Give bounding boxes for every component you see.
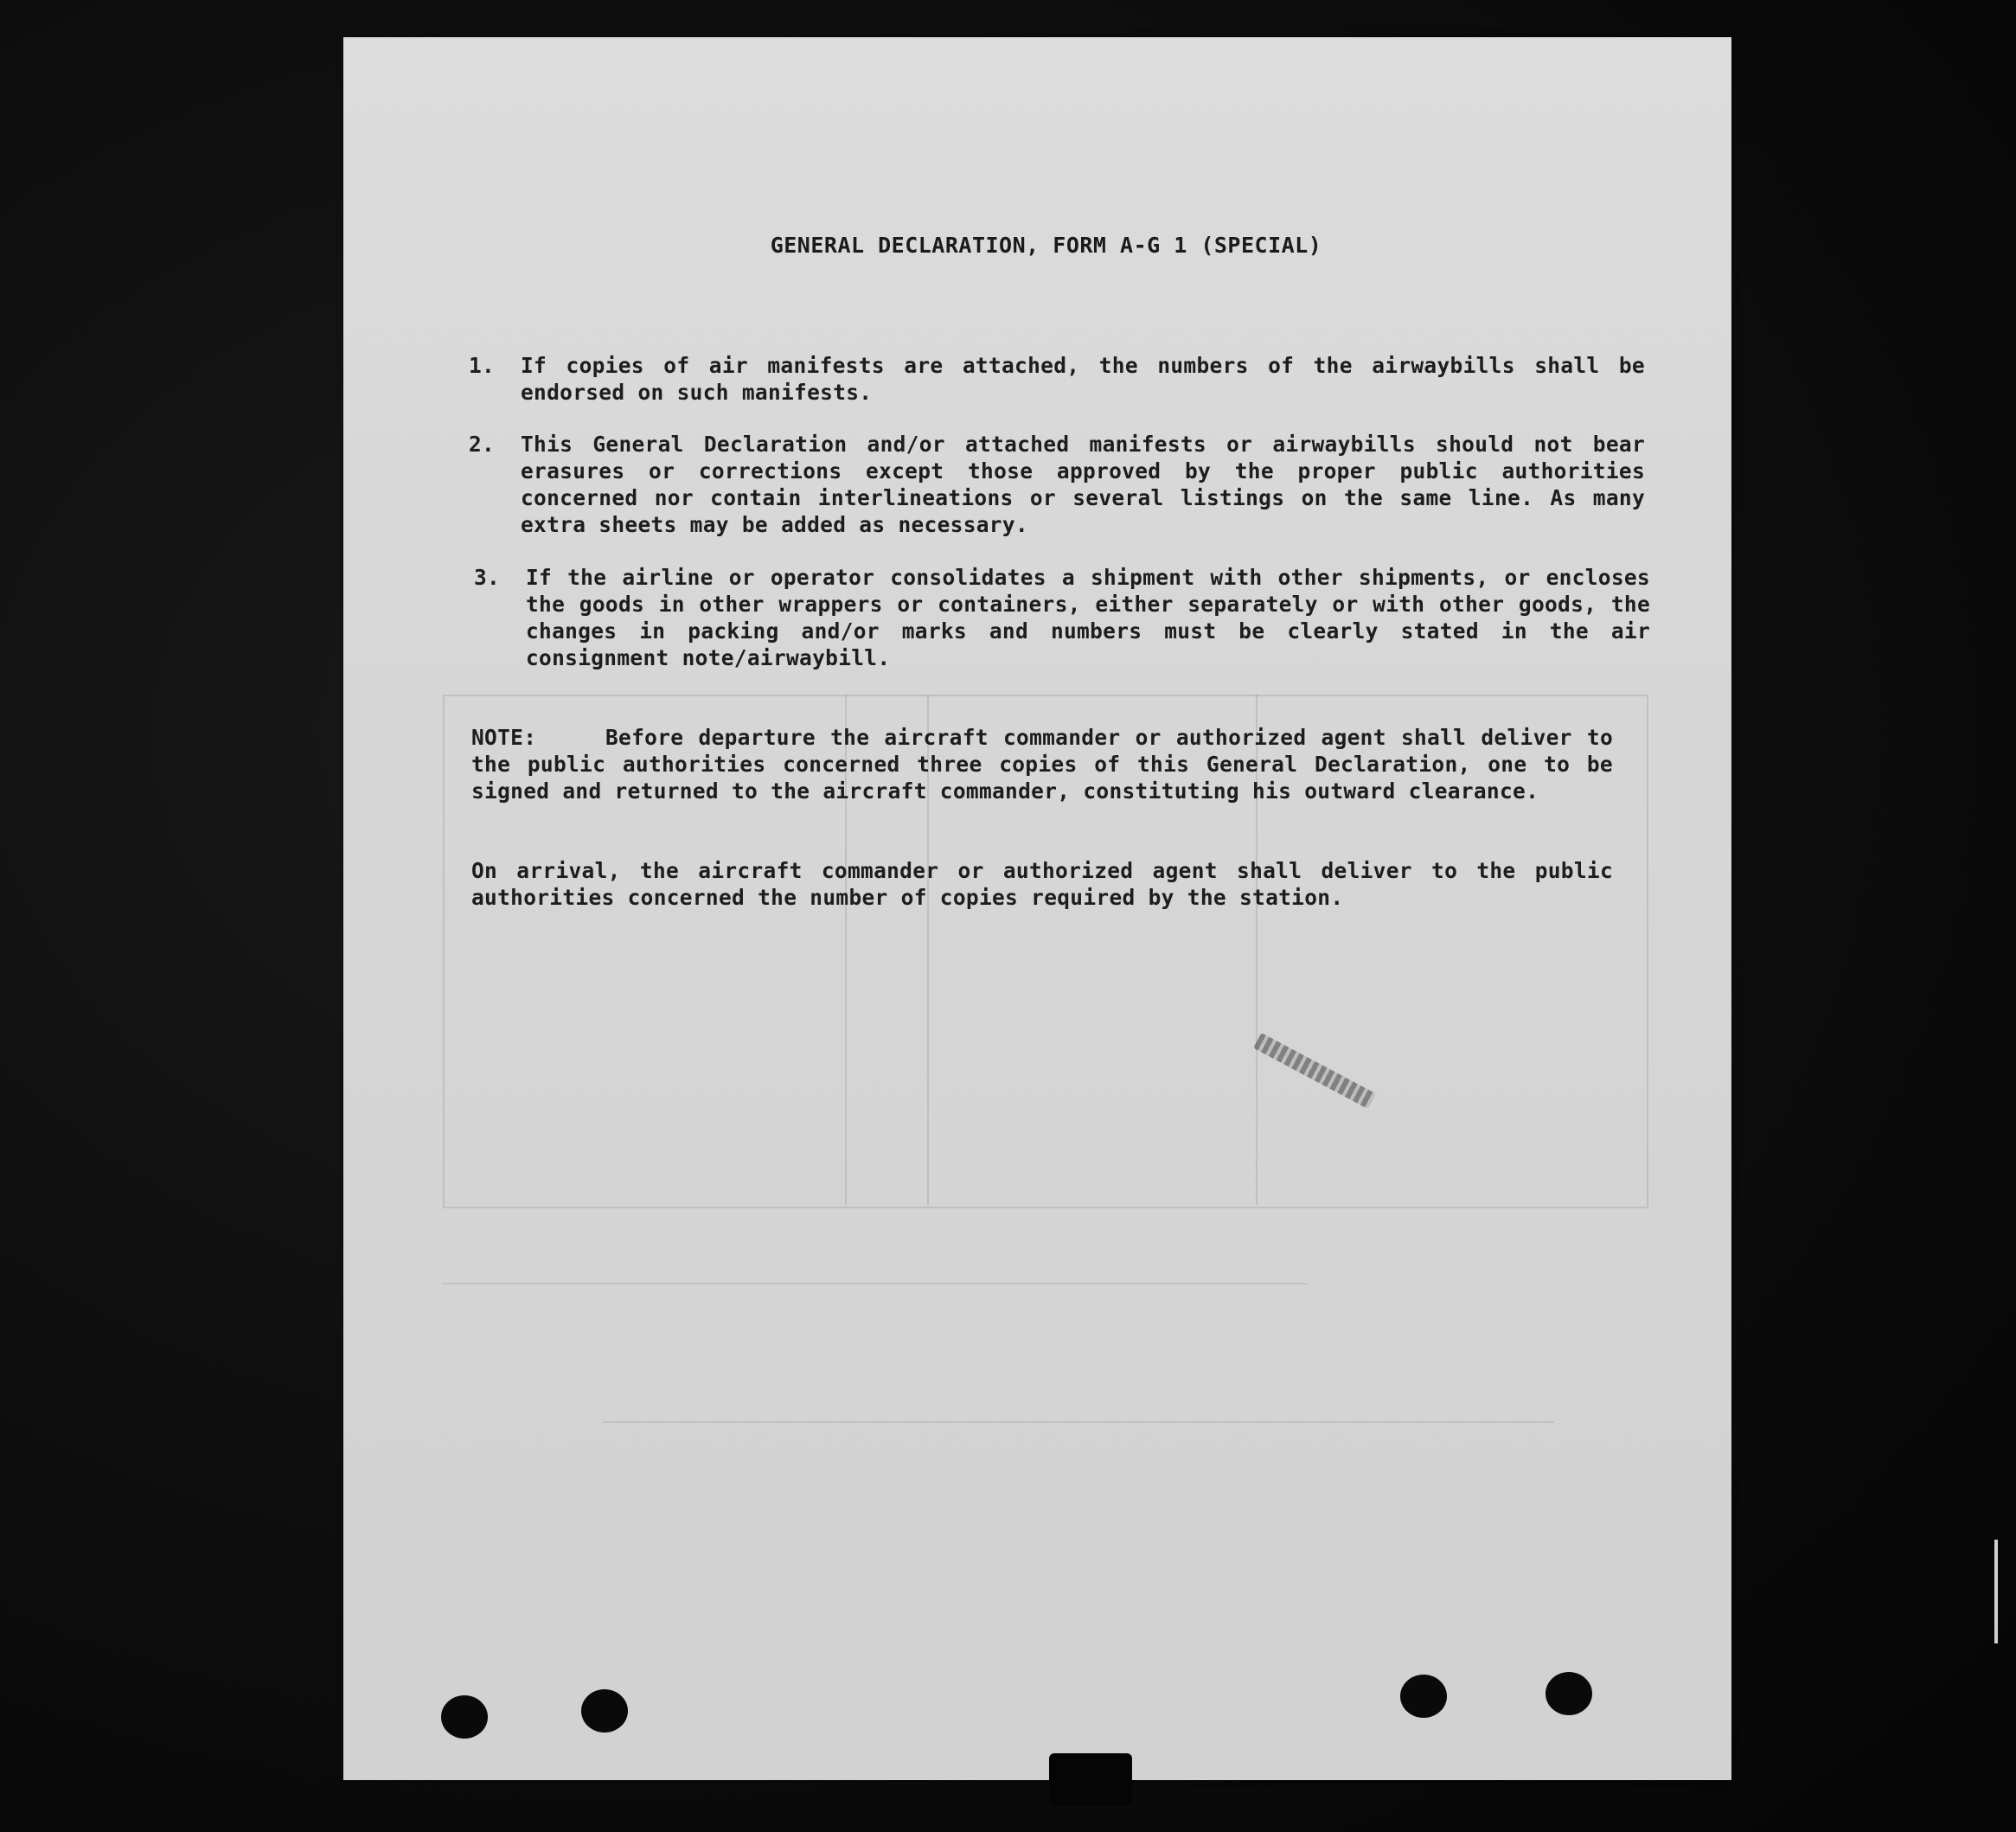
punch-hole	[581, 1689, 628, 1733]
note-paragraph	[471, 724, 1613, 804]
item-number: 1.	[469, 353, 496, 378]
note-text: Before departure the aircraft commander or authorized agent shall deliver to the public authorities concerned three copies of this General Declaration, one to be signed and returned to the aircraft commander, constituting his outward clearance.	[471, 725, 1613, 804]
list-item	[474, 564, 1702, 671]
document-page	[343, 37, 1731, 1780]
item-number: 3.	[474, 565, 501, 590]
item-text: If copies of air manifests are attached, the numbers of the airwaybills shall be endorsed on such manifests.	[521, 353, 1645, 405]
arrival-paragraph: On arrival, the aircraft commander or authorized agent shall deliver to the public authorities concerned the number of copies required by the station.	[471, 858, 1613, 910]
item-text: If the airline or operator consolidates a shipment with other shipments, or encloses the goods in other wrappers or containers, either separately or with other goods, the changes in packing and/or marks and numbers must be clearly stated in the air consignment note/airwaybill.	[526, 565, 1650, 670]
scanner-clip	[1049, 1753, 1132, 1805]
list-item	[469, 352, 1697, 406]
page-title: GENERAL DECLARATION, FORM A-G 1 (SPECIAL)	[770, 233, 1322, 258]
note-label: NOTE:	[471, 725, 537, 750]
bleed-through-line	[603, 1421, 1554, 1423]
punch-hole	[1400, 1675, 1447, 1718]
item-number: 2.	[469, 432, 496, 457]
punch-hole	[441, 1695, 488, 1739]
item-text: This General Declaration and/or attached manifests or airwaybills should not bear erasures or corrections except those approved by the proper public authorities concerned nor contain interlineations or several listings on the same line. As many extra sheets may be added as necessary.	[521, 432, 1645, 537]
page-edge	[1994, 1540, 1998, 1643]
bleed-through-line	[443, 1283, 1308, 1284]
punch-hole	[1546, 1672, 1592, 1715]
list-item	[469, 431, 1697, 538]
